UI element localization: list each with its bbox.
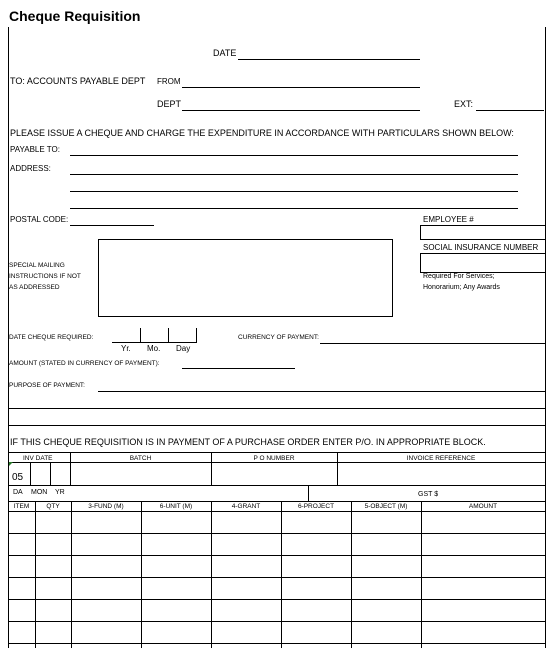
year-label: Yr. (121, 344, 131, 353)
inv-date-header: INV DATE (23, 455, 53, 462)
mailing-label-line-3: AS ADDRESSED (9, 284, 60, 291)
amount-label: AMOUNT (STATED IN CURRENCY OF PAYMENT): (9, 360, 160, 367)
currency-label: CURRENCY OF PAYMENT: (238, 334, 319, 341)
month-label: Mo. (147, 344, 161, 353)
address-line-3-field[interactable] (70, 196, 518, 209)
to-accounts-payable-label: TO: ACCOUNTS PAYABLE DEPT (10, 76, 146, 86)
po-number-header: P O NUMBER (253, 455, 295, 462)
sin-label: SOCIAL INSURANCE NUMBER (423, 243, 539, 252)
table-row (8, 533, 546, 534)
col-project-header: 6-PROJECT (297, 503, 335, 510)
table-row (8, 599, 546, 600)
employee-number-field[interactable] (420, 225, 546, 240)
table-row (8, 643, 546, 644)
purpose-label: PURPOSE OF PAYMENT: (9, 382, 85, 389)
yr-label: YR (55, 489, 65, 496)
col-amount-header: AMOUNT (468, 503, 498, 510)
ext-field[interactable] (476, 98, 544, 111)
required-day-field[interactable] (169, 328, 196, 343)
postal-code-field[interactable] (70, 213, 154, 226)
date-label: DATE (213, 48, 237, 58)
required-year-field[interactable] (112, 328, 140, 343)
purpose-line-2-field[interactable] (9, 396, 545, 409)
special-mailing-instructions-field[interactable] (98, 239, 393, 317)
from-label: FROM (157, 77, 181, 86)
col-object-header: 5-OBJECT (M) (364, 503, 408, 510)
currency-field[interactable] (320, 331, 545, 344)
table-row (8, 621, 546, 622)
col-qty-header: QTY (46, 503, 60, 510)
col-unit-header: 6-UNIT (M) (159, 503, 193, 510)
services-note-1: Required For Services; (423, 273, 495, 280)
postal-code-label: POSTAL CODE: (10, 215, 69, 224)
col-fund-header: 3-FUND (M) (88, 503, 124, 510)
po-note-text: IF THIS CHEQUE REQUISITION IS IN PAYMENT OF A PURCHASE ORDER ENTER P/O. IN APPROPRIATE BLOCK. (10, 437, 486, 447)
mailing-label-line-1: SPECIAL MAILING (9, 262, 65, 269)
payable-to-field[interactable] (70, 143, 518, 156)
invoice-reference-header: INVOICE REFERENCE (406, 455, 476, 462)
mon-label: MON (31, 489, 48, 496)
purpose-line-1-field[interactable] (98, 379, 545, 392)
date-cheque-required-label: DATE CHEQUE REQUIRED: (9, 334, 94, 341)
address-label: ADDRESS: (10, 164, 51, 173)
invoice-year-field[interactable] (51, 463, 70, 485)
amount-field[interactable] (182, 356, 295, 369)
invoice-reference-field[interactable] (338, 463, 545, 485)
cell-marker (9, 462, 13, 466)
invoice-day-value[interactable]: 05 (12, 472, 24, 483)
mailing-label-line-2: INSTRUCTIONS IF NOT (9, 273, 81, 280)
batch-field[interactable] (71, 463, 211, 485)
table-row (8, 577, 546, 578)
date-field[interactable] (238, 47, 420, 60)
sin-field[interactable] (420, 253, 546, 273)
batch-header: BATCH (129, 455, 152, 462)
required-month-field[interactable] (141, 328, 168, 343)
ext-label: EXT: (454, 99, 474, 109)
page-title: Cheque Requisition (9, 8, 141, 24)
dept-field[interactable] (182, 98, 420, 111)
address-line-2-field[interactable] (70, 179, 518, 192)
dept-label: DEPT (157, 99, 182, 109)
table-row (8, 555, 546, 556)
instruction-text: PLEASE ISSUE A CHEQUE AND CHARGE THE EXPENDITURE IN ACCORDANCE WITH PARTICULARS SHOWN BELOW: (10, 128, 514, 138)
from-field[interactable] (182, 75, 420, 88)
po-number-field[interactable] (212, 463, 337, 485)
address-line-1-field[interactable] (70, 162, 518, 175)
day-label: Day (176, 344, 191, 353)
payable-to-label: PAYABLE TO: (10, 145, 60, 154)
services-note-2: Honorarium; Any Awards (423, 284, 500, 291)
gst-label: GST $ (418, 491, 439, 498)
da-label: DA (13, 489, 23, 496)
col-item-header: ITEM (13, 503, 30, 510)
col-grant-header: 4-GRANT (231, 503, 261, 510)
invoice-month-field[interactable] (31, 463, 50, 485)
employee-number-label: EMPLOYEE # (423, 215, 474, 224)
purpose-line-3-field[interactable] (9, 413, 545, 426)
